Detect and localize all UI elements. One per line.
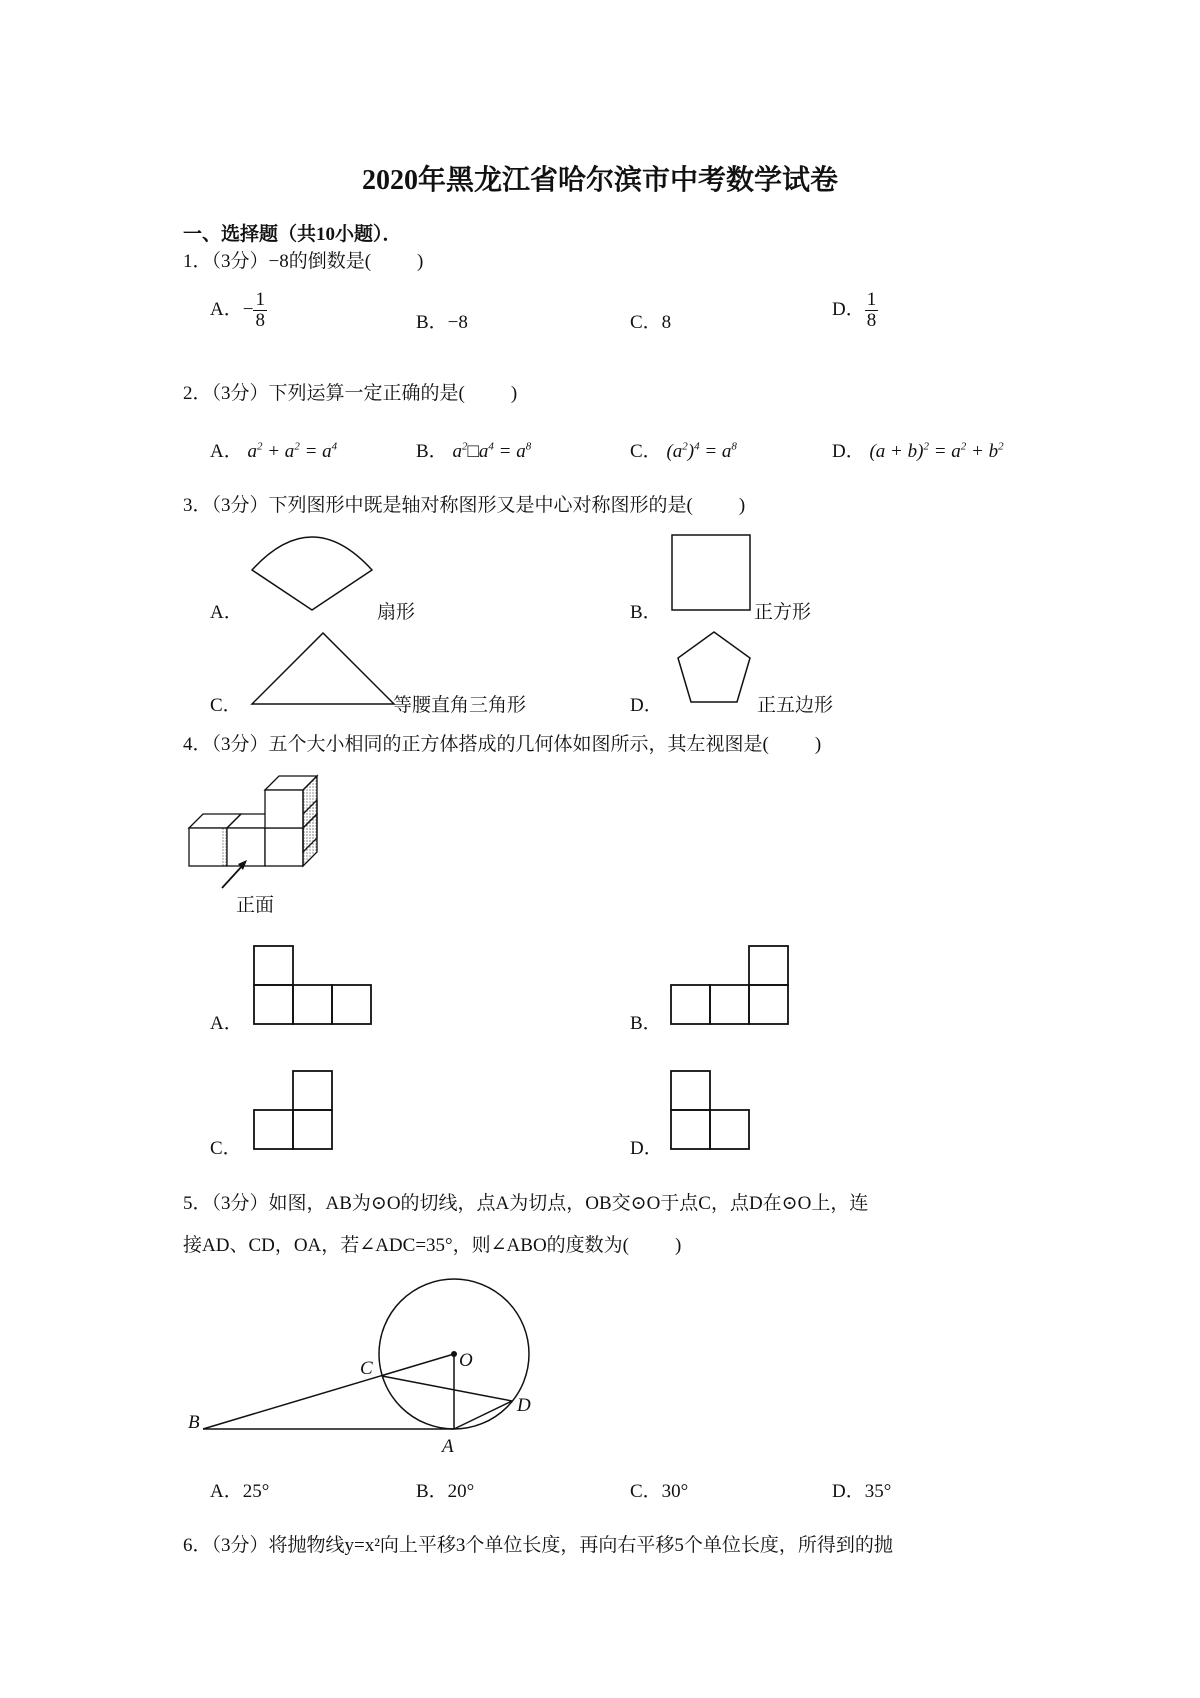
q3-option-d[interactable]: D． [630, 695, 663, 716]
square-label: 正方形 [754, 602, 812, 623]
q5-option-a[interactable]: A．25° [210, 1481, 270, 1502]
fraction: $\frac{1}{8}$ [866, 289, 877, 331]
q5-option-c[interactable]: C．30° [630, 1481, 689, 1502]
formula: $a^2□a^4 = a^8$ [452, 440, 532, 462]
section-heading: 一、选择题（共10小题）． [183, 224, 402, 245]
q4-option-d[interactable]: D． [630, 1138, 663, 1159]
formula: $(a + b)^2 = a^2 + b^2$ [869, 440, 1004, 462]
question-1-stem: 1．（3分）−8的倒数是( ) [183, 251, 424, 272]
question-6-stem: 6．（3分）将抛物线y=x²向上平移3个单位长度，再向右平移5个单位长度，所得到的抛 [183, 1535, 893, 1556]
question-5-stem-line-1: 5．（3分）如图，AB为⊙O的切线，点A为切点，OB交⊙O于点C，点D在⊙O上，连 [183, 1193, 869, 1214]
q2-option-c[interactable]: C． $(a^2)^4 = a^8$ [630, 440, 737, 462]
q1-option-a[interactable]: A．− $\frac{1}{8}$ [210, 289, 265, 331]
q4-option-a[interactable]: A． [210, 1013, 243, 1034]
point-a-label: A [442, 1436, 454, 1457]
q5-option-b[interactable]: B．20° [416, 1481, 475, 1502]
q3-option-c[interactable]: C． [210, 695, 242, 716]
question-4-stem: 4．（3分）五个大小相同的正方体搭成的几何体如图所示，其左视图是( ) [183, 734, 822, 755]
point-b-label: B [188, 1412, 200, 1433]
q2-option-a[interactable]: A． $a^2 + a^2 = a^4$ [210, 440, 338, 462]
formula: $(a^2)^4 = a^8$ [666, 440, 737, 462]
fraction: $\frac{1}{8}$ [255, 289, 265, 331]
question-5-stem-line-2: 接AD、CD，OA，若∠ADC=35°，则∠ABO的度数为( ) [183, 1235, 682, 1256]
q1-option-d[interactable]: D． $\frac{1}{8}$ [832, 289, 877, 331]
formula: $a^2 + a^2 = a^4$ [247, 440, 338, 462]
triangle-label: 等腰直角三角形 [393, 695, 527, 716]
sector-label: 扇形 [377, 602, 416, 623]
q1-option-b[interactable]: B．−8 [416, 312, 468, 333]
question-2-stem: 2．（3分）下列运算一定正确的是( ) [183, 383, 518, 404]
page-title: 2020年黑龙江省哈尔滨市中考数学试卷 [361, 165, 838, 196]
q3-option-b[interactable]: B． [630, 602, 662, 623]
q5-option-d[interactable]: D．35° [832, 1481, 892, 1502]
q2-option-b[interactable]: B． $a^2□a^4 = a^8$ [416, 440, 532, 462]
q3-option-a[interactable]: A． [210, 602, 243, 623]
q1-option-c[interactable]: C．8 [630, 312, 672, 333]
point-c-label: C [360, 1358, 373, 1379]
front-view-label: 正面 [236, 894, 275, 916]
q2-option-d[interactable]: D． $(a + b)^2 = a^2 + b^2$ [832, 440, 1004, 462]
pentagon-label: 正五边形 [757, 695, 834, 716]
question-3-stem: 3．（3分）下列图形中既是轴对称图形又是中心对称图形的是( ) [183, 495, 746, 516]
q4-option-b[interactable]: B． [630, 1013, 662, 1034]
point-o-label: O [459, 1350, 473, 1371]
point-d-label: D [517, 1395, 531, 1416]
q4-option-c[interactable]: C． [210, 1138, 242, 1159]
